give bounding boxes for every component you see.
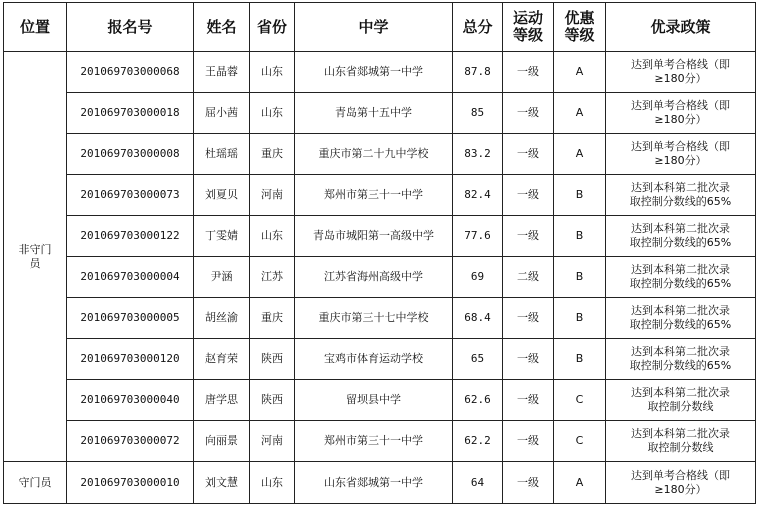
cell-reg-no: 201069703000073 (67, 175, 194, 216)
cell-province: 江苏 (250, 257, 295, 298)
cell-reg-no: 201069703000068 (67, 52, 194, 93)
table-row (4, 339, 756, 380)
header-position: 位置 (4, 3, 67, 52)
cell-policy (606, 298, 756, 339)
cell-school: 重庆市第三十七中学校 (295, 298, 453, 339)
policy-text: 达到本科第二批次录取控制分数线的65% (629, 222, 732, 249)
cell-policy (606, 421, 756, 462)
cell-total: 64 (453, 462, 503, 504)
header-pref-level-text: 优惠等级 (564, 9, 595, 44)
cell-province: 山东 (250, 462, 295, 504)
cell-policy (606, 93, 756, 134)
cell-name: 唐学思 (194, 380, 250, 421)
cell-policy (606, 380, 756, 421)
cell-sport-level: 二级 (503, 257, 554, 298)
cell-province: 重庆 (250, 298, 295, 339)
cell-school: 青岛市城阳第一高级中学 (295, 216, 453, 257)
cell-reg-no: 201069703000008 (67, 134, 194, 175)
header-pref-level (554, 3, 606, 52)
header-province: 省份 (250, 3, 295, 52)
cell-reg-no: 201069703000005 (67, 298, 194, 339)
table-row (4, 52, 756, 93)
cell-policy (606, 52, 756, 93)
cell-policy (606, 175, 756, 216)
cell-province: 山东 (250, 93, 295, 134)
cell-province: 河南 (250, 175, 295, 216)
cell-total: 77.6 (453, 216, 503, 257)
policy-text: 达到本科第二批次录取控制分数线的65% (629, 304, 732, 331)
cell-sport-level: 一级 (503, 134, 554, 175)
cell-sport-level: 一级 (503, 175, 554, 216)
cell-pref-level: A (554, 52, 606, 93)
table-body (4, 52, 756, 504)
cell-total: 82.4 (453, 175, 503, 216)
cell-province: 山东 (250, 216, 295, 257)
cell-school: 宝鸡市体育运动学校 (295, 339, 453, 380)
cell-total: 62.6 (453, 380, 503, 421)
cell-province: 山东 (250, 52, 295, 93)
cell-school: 山东省郯城第一中学 (295, 462, 453, 504)
cell-reg-no: 201069703000004 (67, 257, 194, 298)
policy-text: 达到本科第二批次录取控制分数线的65% (629, 263, 732, 290)
cell-reg-no: 201069703000010 (67, 462, 194, 504)
cell-school: 重庆市第二十九中学校 (295, 134, 453, 175)
cell-sport-level: 一级 (503, 462, 554, 504)
cell-policy (606, 134, 756, 175)
header-reg-no: 报名号 (67, 3, 194, 52)
header-name: 姓名 (194, 3, 250, 52)
header-policy: 优录政策 (606, 3, 756, 52)
policy-text: 达到本科第二批次录取控制分数线的65% (629, 181, 732, 208)
group-label: 守门员 (18, 475, 52, 489)
cell-name: 向丽景 (194, 421, 250, 462)
cell-total: 69 (453, 257, 503, 298)
table-row (4, 257, 756, 298)
cell-province: 河南 (250, 421, 295, 462)
table-row (4, 380, 756, 421)
cell-school: 郑州市第三十一中学 (295, 175, 453, 216)
table-row (4, 421, 756, 462)
cell-pref-level: B (554, 216, 606, 257)
cell-reg-no: 201069703000072 (67, 421, 194, 462)
table-row (4, 216, 756, 257)
cell-sport-level: 一级 (503, 339, 554, 380)
cell-reg-no: 201069703000122 (67, 216, 194, 257)
cell-pref-level: C (554, 380, 606, 421)
cell-pref-level: B (554, 298, 606, 339)
header-sport-level-text: 运动等级 (512, 9, 543, 44)
admission-table (3, 2, 756, 504)
cell-name: 屈小茜 (194, 93, 250, 134)
cell-reg-no: 201069703000040 (67, 380, 194, 421)
header-sport-level (503, 3, 554, 52)
cell-province: 陕西 (250, 380, 295, 421)
cell-total: 65 (453, 339, 503, 380)
cell-sport-level: 一级 (503, 52, 554, 93)
cell-policy (606, 257, 756, 298)
header-school: 中学 (295, 3, 453, 52)
cell-sport-level: 一级 (503, 421, 554, 462)
cell-school: 山东省郯城第一中学 (295, 52, 453, 93)
cell-reg-no: 201069703000018 (67, 93, 194, 134)
cell-name: 王晶蓉 (194, 52, 250, 93)
cell-policy (606, 339, 756, 380)
cell-province: 重庆 (250, 134, 295, 175)
cell-school: 青岛第十五中学 (295, 93, 453, 134)
policy-text: 达到单考合格线（即≥180分） (631, 58, 730, 85)
policy-text: 达到单考合格线（即≥180分） (631, 468, 730, 496)
group-non-goalkeeper (4, 52, 67, 462)
group-goalkeeper (4, 462, 67, 504)
cell-total: 87.8 (453, 52, 503, 93)
cell-name: 杜瑶瑶 (194, 134, 250, 175)
header-row (4, 3, 756, 52)
cell-pref-level: B (554, 339, 606, 380)
cell-policy (606, 462, 756, 504)
cell-province: 陕西 (250, 339, 295, 380)
cell-sport-level: 一级 (503, 216, 554, 257)
cell-pref-level: A (554, 93, 606, 134)
policy-text: 达到本科第二批次录取控制分数线 (631, 427, 730, 454)
cell-name: 刘夏贝 (194, 175, 250, 216)
cell-pref-level: C (554, 421, 606, 462)
cell-name: 刘文慧 (194, 462, 250, 504)
cell-total: 62.2 (453, 421, 503, 462)
policy-text: 达到本科第二批次录取控制分数线的65% (629, 345, 732, 372)
cell-name: 胡丝渝 (194, 298, 250, 339)
table-row (4, 298, 756, 339)
cell-sport-level: 一级 (503, 93, 554, 134)
cell-total: 83.2 (453, 134, 503, 175)
cell-name: 赵育荣 (194, 339, 250, 380)
cell-sport-level: 一级 (503, 298, 554, 339)
table-row (4, 93, 756, 134)
policy-text: 达到本科第二批次录取控制分数线 (631, 386, 730, 413)
group-label: 非守门员 (18, 242, 52, 270)
cell-school: 郑州市第三十一中学 (295, 421, 453, 462)
policy-text: 达到单考合格线（即≥180分） (631, 140, 730, 167)
cell-pref-level: A (554, 462, 606, 504)
cell-name: 尹涵 (194, 257, 250, 298)
cell-total: 68.4 (453, 298, 503, 339)
table-row (4, 175, 756, 216)
cell-total: 85 (453, 93, 503, 134)
header-total: 总分 (453, 3, 503, 52)
cell-sport-level: 一级 (503, 380, 554, 421)
table-row (4, 462, 756, 504)
policy-text: 达到单考合格线（即≥180分） (631, 99, 730, 126)
cell-pref-level: A (554, 134, 606, 175)
cell-reg-no: 201069703000120 (67, 339, 194, 380)
cell-policy (606, 216, 756, 257)
cell-pref-level: B (554, 175, 606, 216)
cell-school: 江苏省海州高级中学 (295, 257, 453, 298)
cell-pref-level: B (554, 257, 606, 298)
cell-school: 留坝县中学 (295, 380, 453, 421)
cell-name: 丁雯婧 (194, 216, 250, 257)
table-row (4, 134, 756, 175)
